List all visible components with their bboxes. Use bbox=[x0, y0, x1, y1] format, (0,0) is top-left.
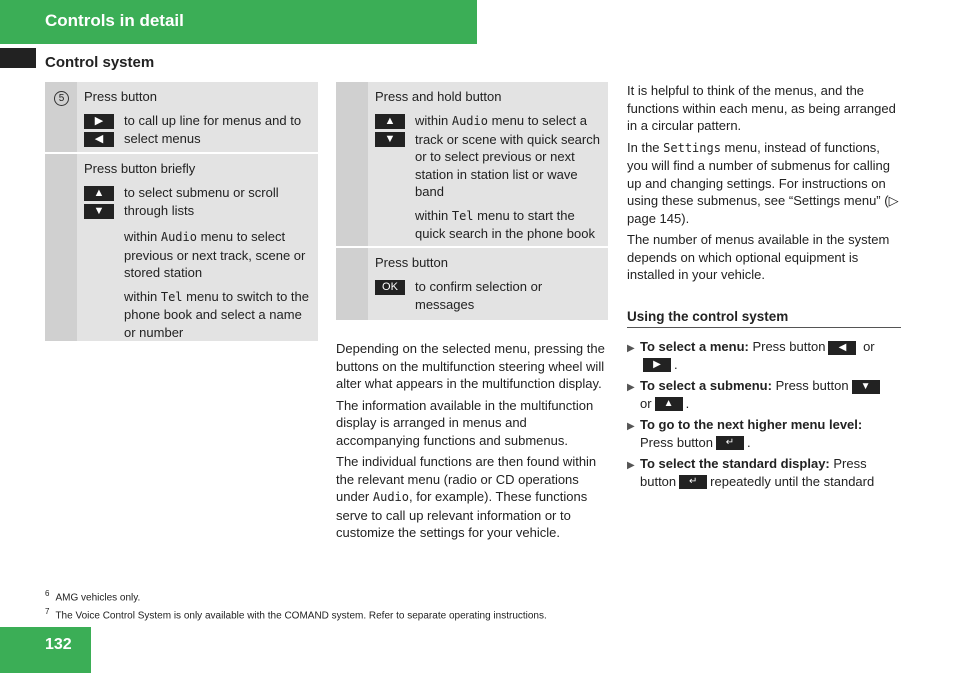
row-item bbox=[84, 288, 312, 342]
key-group bbox=[84, 184, 124, 222]
item-text: within Audio menu to select a track or scene with quick search or to select previous or next station in station list or wave band bbox=[415, 113, 600, 199]
row-marker-cell bbox=[45, 154, 77, 341]
row-item bbox=[375, 278, 602, 313]
down-triangle-icon: ▼ bbox=[375, 132, 405, 147]
paragraph: It is helpful to think of the menus, and the functions within each menu, as being arranged in a circular pattern. bbox=[627, 83, 896, 133]
bullet-arrow-icon: ▶ bbox=[627, 460, 635, 471]
list-item: ▶ To select the standard display: Press button ↵ repeatedly until the standard bbox=[627, 456, 875, 489]
header-title: Controls in detail bbox=[45, 11, 184, 30]
back-arrow-icon: ↵ bbox=[679, 475, 707, 489]
row-marker-cell bbox=[336, 248, 368, 320]
item-text: within Tel menu to switch to the phone book and select a name or number bbox=[124, 288, 309, 340]
page-number-tab bbox=[0, 627, 91, 673]
table-row bbox=[45, 154, 318, 341]
header-bar bbox=[0, 0, 477, 44]
section-marker bbox=[0, 48, 36, 68]
key-group bbox=[375, 112, 415, 201]
bullet-arrow-icon: ▶ bbox=[627, 343, 635, 354]
item-text: within Audio menu to select previous or next track, scene or stored station bbox=[124, 229, 306, 280]
left-triangle-icon: ◀ bbox=[828, 341, 856, 355]
ok-key-icon: OK bbox=[375, 280, 405, 295]
paragraph: The number of menus available in the system depends on which optional equipment is installed in your vehicle. bbox=[627, 232, 890, 282]
table-row bbox=[336, 248, 608, 320]
table-row bbox=[45, 82, 318, 154]
up-triangle-icon: ▲ bbox=[84, 186, 114, 201]
paragraph: In the Settings menu, instead of functions, you will find a number of submenus for calling up and changing settings. For instructions on using these submenus, see “Settings menu” (▷ page 145). bbox=[627, 139, 899, 226]
up-triangle-icon: ▲ bbox=[375, 114, 405, 129]
row-body bbox=[368, 248, 608, 320]
up-triangle-icon: ▲ bbox=[655, 397, 683, 411]
footnote: $^6$ AMG vehicles only. bbox=[45, 589, 141, 604]
right-column-text bbox=[627, 82, 901, 494]
table-buttons-1 bbox=[45, 82, 318, 341]
bullet-arrow-icon: ▶ bbox=[627, 382, 635, 393]
footnote: $^7$ The Voice Control System is only available with the COMAND system. Refer to separate operating instructions. bbox=[45, 607, 547, 622]
left-triangle-icon: ◀ bbox=[84, 132, 114, 147]
middle-column-text bbox=[336, 340, 611, 546]
key-group bbox=[84, 112, 124, 150]
bullet-arrow-icon: ▶ bbox=[627, 421, 635, 432]
section-title: Control system bbox=[45, 54, 155, 71]
row-marker-cell bbox=[336, 82, 368, 246]
subheading: Using the control system bbox=[627, 308, 901, 329]
paragraph: Depending on the selected menu, pressing the buttons on the multifunction steering wheel will alter what appears in the multifunction display. bbox=[336, 341, 605, 391]
list-item: ▶ To select a menu: Press button ◀ or ▶ . bbox=[627, 339, 875, 372]
row-lead: Press button bbox=[84, 89, 157, 104]
down-triangle-icon: ▼ bbox=[84, 204, 114, 219]
down-triangle-icon: ▼ bbox=[852, 380, 880, 394]
row-body bbox=[368, 82, 608, 246]
row-lead: Press button bbox=[375, 255, 448, 270]
table-row bbox=[336, 82, 608, 248]
right-triangle-icon: ▶ bbox=[84, 114, 114, 129]
item-text: to select submenu or scroll through lists bbox=[124, 185, 279, 218]
item-text: to confirm selection or messages bbox=[415, 279, 543, 312]
row-marker-cell bbox=[45, 82, 77, 152]
page-number: 132 bbox=[45, 636, 72, 653]
key-group bbox=[375, 278, 415, 313]
row-lead: Press and hold button bbox=[375, 89, 502, 104]
row-item bbox=[84, 228, 312, 282]
row-item bbox=[84, 112, 312, 150]
item-text: within Tel menu to start the quick search in the phone book bbox=[415, 207, 595, 241]
callout-number: 5 bbox=[54, 91, 69, 106]
paragraph: The individual functions are then found within the relevant menu (radio or CD operations under Audio, for example). These functions serve to call up relevant information or to customize the settings for your vehicle. bbox=[336, 454, 597, 540]
row-item bbox=[375, 112, 602, 201]
table-buttons-2 bbox=[336, 82, 608, 320]
row-lead: Press button briefly bbox=[84, 161, 196, 176]
list-item: ▶ To select a submenu: Press button ▼ or ▲ . bbox=[627, 377, 901, 412]
row-item bbox=[375, 207, 602, 243]
item-text: to call up line for menus and to select menus bbox=[124, 113, 302, 146]
right-triangle-icon: ▶ bbox=[643, 358, 671, 372]
row-body bbox=[77, 82, 318, 152]
row-item bbox=[84, 184, 312, 222]
row-body bbox=[77, 154, 318, 341]
list-item: ▶ To go to the next higher menu level: Press button ↵ . bbox=[627, 417, 863, 450]
back-arrow-icon: ↵ bbox=[716, 436, 744, 450]
paragraph: The information available in the multifunction display is arranged in menus and accompanying functions and submenus. bbox=[336, 397, 594, 448]
page-reference: ▷ page 145 bbox=[627, 193, 899, 226]
